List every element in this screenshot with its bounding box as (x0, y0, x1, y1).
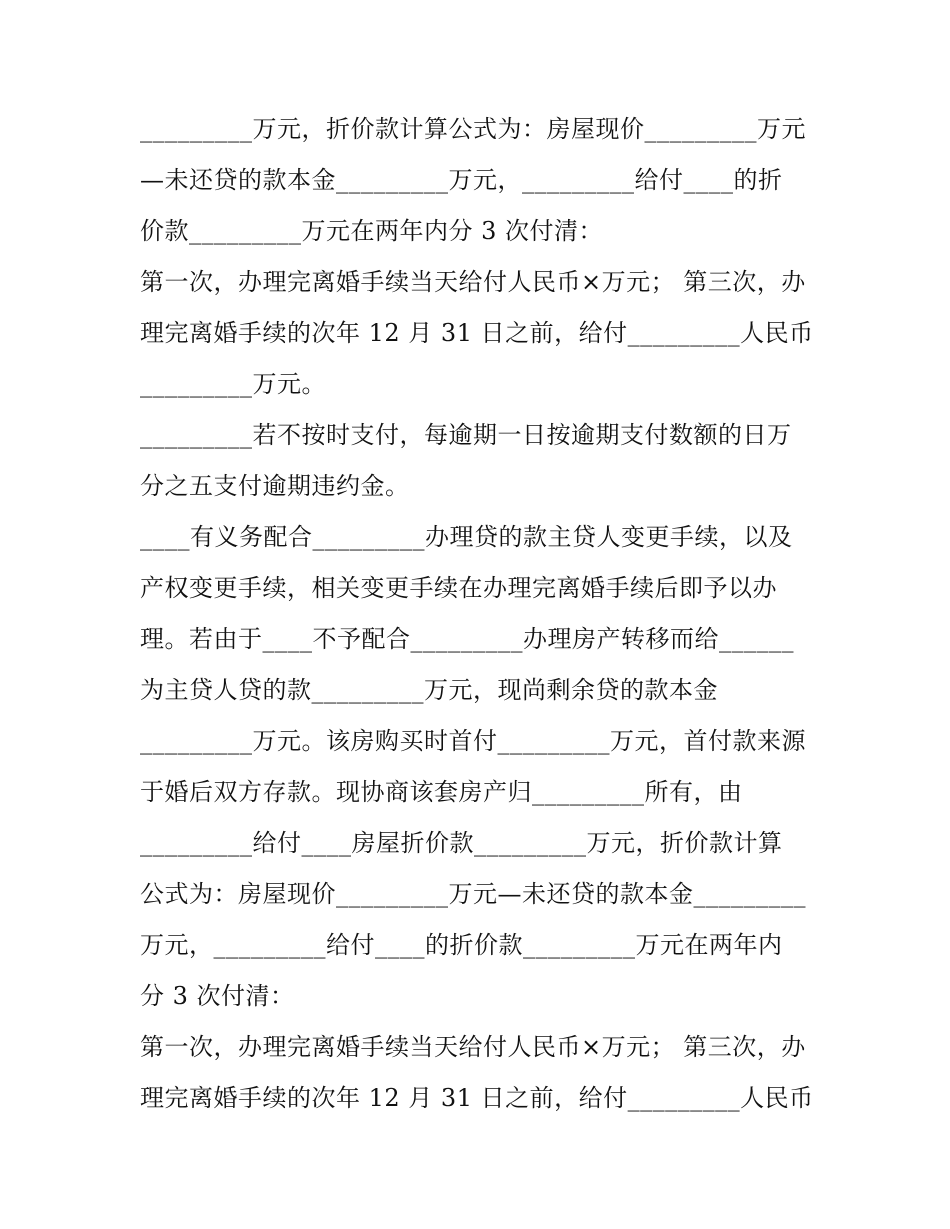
document-page (140, 104, 820, 1124)
text-line: _________给付____房屋折价款_________万元，折价款计算 (140, 829, 783, 857)
text-line: 万元，_________给付____的折价款_________万元在两年内 (140, 931, 783, 959)
text-line: 于婚后双方存款。现协商该套房产归_________所有，由 (140, 778, 743, 806)
text-line: 理完离婚手续的次年 12 月 31 日之前，给付_________人民币 (140, 319, 814, 347)
text-line: 第一次，办理完离婚手续当天给付人民币×万元； 第三次，办 (140, 1033, 806, 1061)
text-line: 第一次，办理完离婚手续当天给付人民币×万元； 第三次，办 (140, 268, 806, 296)
text-line: 公式为：房屋现价_________万元—未还贷的款本金_________ (140, 880, 806, 908)
text-line: _________万元。 (140, 370, 326, 398)
text-line: —未还贷的款本金_________万元，_________给付____的折 (140, 166, 783, 194)
text-line: 分之五支付逾期违约金。 (140, 472, 410, 500)
text-line: _________若不按时支付，每逾期一日按逾期支付数额的日万 (140, 421, 792, 449)
text-line: 分 3 次付清： (140, 982, 295, 1010)
text-line: 产权变更手续，相关变更手续在办理完离婚手续后即予以办 (140, 574, 777, 602)
text-line: 理。若由于____不予配合_________办理房产转移而给______ (140, 625, 794, 653)
text-line: ____有义务配合_________办理贷的款主贷人变更手续，以及 (140, 523, 793, 551)
text-line: 为主贷人贷的款_________万元，现尚剩余贷的款本金 (140, 676, 718, 704)
text-line: 价款_________万元在两年内分 3 次付清： (140, 217, 604, 245)
text-line: 理完离婚手续的次年 12 月 31 日之前，给付_________人民币 (140, 1084, 814, 1112)
text-line: _________万元。该房购买时首付_________万元，首付款来源 (140, 727, 806, 755)
text-line: _________万元，折价款计算公式为：房屋现价_________万元 (140, 115, 806, 143)
